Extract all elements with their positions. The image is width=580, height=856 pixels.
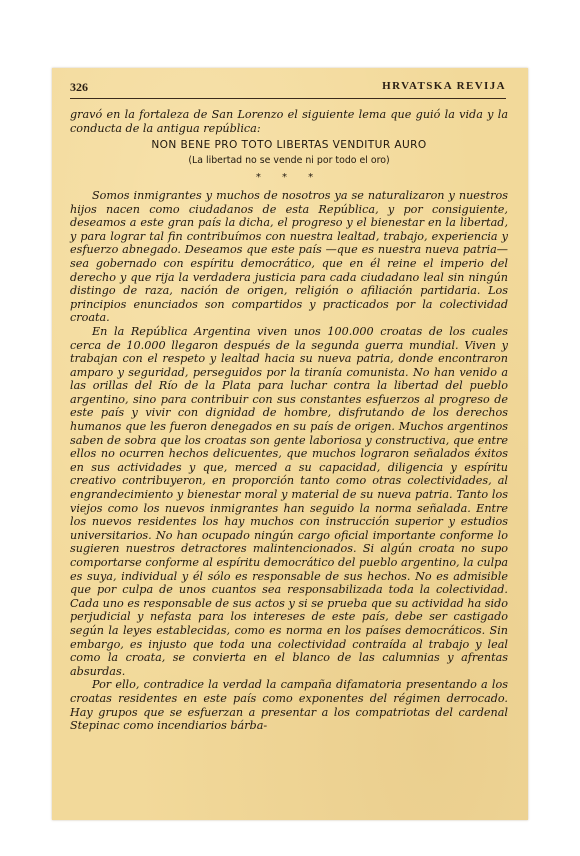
paragraph-3: Por ello, contradice la verdad la campaña difamatoria presentando a los croatas residentes en este país como exponentes del régimen derrocado. Hay grupos que se esfuerzan a presentar a los compatriotas del cardenal Stepinac como incendiarios bárba- (70, 678, 508, 733)
book-page (52, 68, 528, 820)
motto-translation: (La libertad no se vende ni por todo el oro) (188, 154, 390, 166)
intro-paragraph: gravó en la fortaleza de San Lorenzo el siguiente lema que guió la vida y la conducta de la antigua república: (70, 108, 508, 135)
page-number: 326 (70, 80, 88, 94)
latin-motto: NON BENE PRO TOTO LIBERTAS VENDITUR AURO (151, 139, 427, 152)
section-separator: * * * (255, 172, 323, 184)
paragraph-1: Somos inmigrantes y muchos de nosotros ya se naturalizaron y nuestros hijos nacen como ciudadanos de esta República, y por consiguiente, deseamos a este gran país la dicha, el progreso y el bienestar en la libertad, y para lograr tal fin contribuímos con nuestra lealtad, trabajo, experiencia y esfuerzo abnegado. Deseamos que este país —que es nuestra nueva patria— sea gobernado con espíritu democrático, que en él reine el imperio del derecho y que rija la verdadera justicia para cada ciudadano leal sin ningún distingo de raza, nación de origen, religión o afiliación partidaria. Los principios enunciados son compartidos y practicados por la colectividad croata. (70, 188, 508, 325)
running-header (70, 80, 506, 99)
journal-title: HRVATSKA REVIJA (382, 80, 506, 92)
article-body (70, 108, 508, 733)
paragraph-2: En la República Argentina viven unos 100.000 croatas de los cuales cerca de 10.000 llegaron después de la segunda guerra mundial. Viven y trabajan con el respeto y lealtad hacia su nueva patria, donde encontraron amparo y seguridad, perseguidos por la tiranía comunista. No han venido a las orillas del Río de la Plata para luchar contra la libertad del pueblo argentino, sino para contribuir con sus constantes esfuerzos al progreso de este país y vivir con dignidad de hombre, disfrutando de los derechos humanos que les fueron denegados en su país de origen. Muchos argentinos saben de sobra que los croatas son gente laboriosa y constructiva, que entre ellos no ocurren hechos delicuentes, que muchos lograron señalados éxitos en sus actividades y que, merced a su capacidad, diligencia y espíritu creativo contribuyeron, en proporción tanto como otras colectividades, al engrandecimiento y bienestar moral y material de su nueva patria. Tanto los viejos como los nuevos inmigrantes han seguido la norma señalada. Entre los nuevos residentes los hay muchos con instrucción superior y estudios universitarios. No han ocupado ningún cargo oficial importante conforme lo sugieren nuestros detractores malintencionados. Si algún croata no supo comportarse conforme al espíritu democrático del pueblo argentino, la culpa es suya, individual y él sólo es responsable de sus hechos. No es admisible que por culpa de unos cuantos sea responsabilizada toda la colectividad. Cada uno es responsable de sus actos y si se prueba que su actividad ha sido perjudicial y nefasta para los intereses de este país, debe ser castigado según la leyes establecidas, como es norma en los países democráticos. Sin embargo, es injusto que toda una colectividad contraída al trabajo y leal como la croata, se convierta en el blanco de las calumnias y afrentas absurdas. (70, 324, 508, 678)
